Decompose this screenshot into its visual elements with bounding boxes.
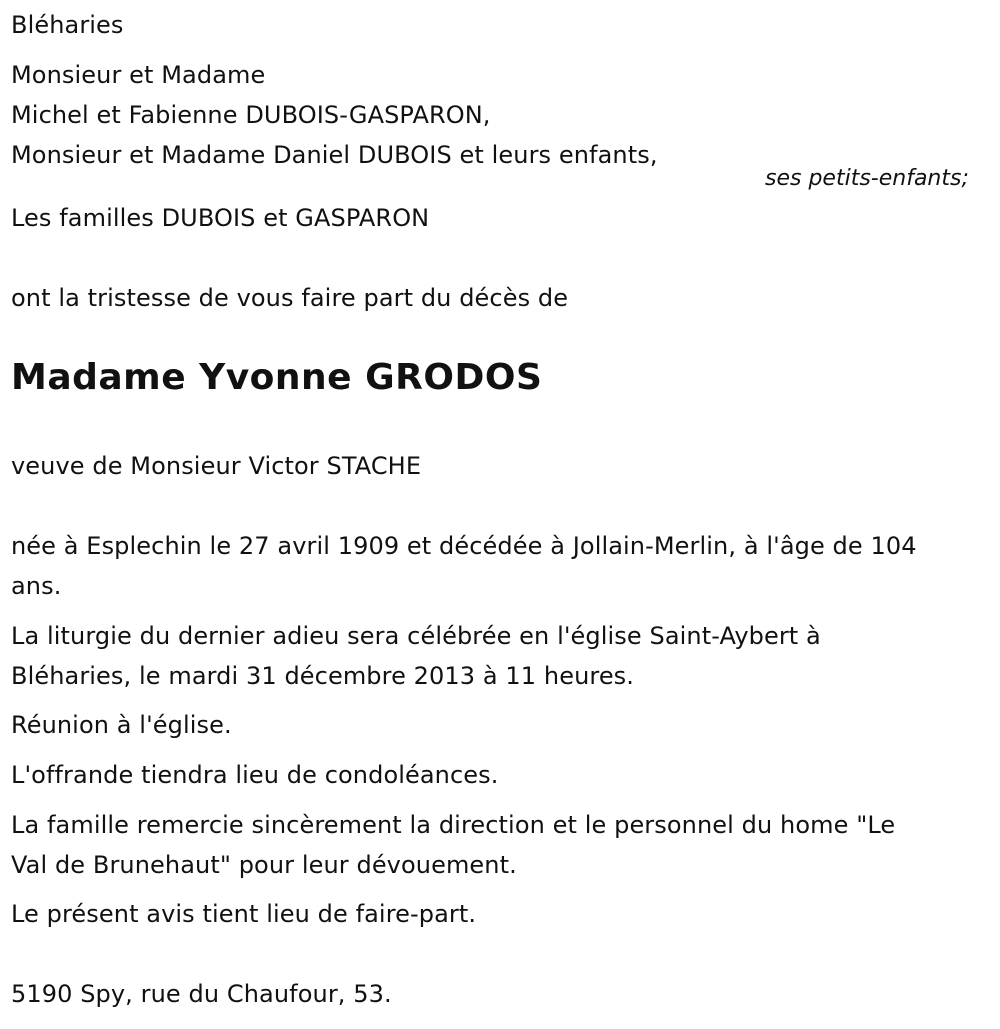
widow-of: veuve de Monsieur Victor STACHE xyxy=(11,452,422,480)
thanks-line-1: La famille remercie sincèrement la direction et le personnel du home "Le xyxy=(11,811,896,839)
family-line-2: Michel et Fabienne DUBOIS-GASPARON, xyxy=(11,101,491,129)
announcement: ont la tristesse de vous faire part du décès de xyxy=(11,284,569,312)
thanks-line-2: Val de Brunehaut" pour leur dévouement. xyxy=(11,851,517,879)
birth-death-line-2: ans. xyxy=(11,572,62,600)
grandchildren: ses petits-enfants; xyxy=(765,166,969,191)
family-line-3: Monsieur et Madame Daniel DUBOIS et leurs enfants, xyxy=(11,141,658,169)
notice-statement: Le présent avis tient lieu de faire-part. xyxy=(11,900,477,928)
deceased-name: Madame Yvonne GRODOS xyxy=(11,357,543,398)
offering: L'offrande tiendra lieu de condoléances. xyxy=(11,761,499,789)
location: Bléharies xyxy=(11,11,124,39)
liturgy-line-1: La liturgie du dernier adieu sera célébrée en l'église Saint-Aybert à xyxy=(11,622,821,650)
address: 5190 Spy, rue du Chaufour, 53. xyxy=(11,980,392,1008)
birth-death-line-1: née à Esplechin le 27 avril 1909 et décédée à Jollain-Merlin, à l'âge de 104 xyxy=(11,532,917,560)
families: Les familles DUBOIS et GASPARON xyxy=(11,204,430,232)
meeting: Réunion à l'église. xyxy=(11,711,232,739)
liturgy-line-2: Bléharies, le mardi 31 décembre 2013 à 11 heures. xyxy=(11,662,635,690)
family-line-1: Monsieur et Madame xyxy=(11,61,266,89)
